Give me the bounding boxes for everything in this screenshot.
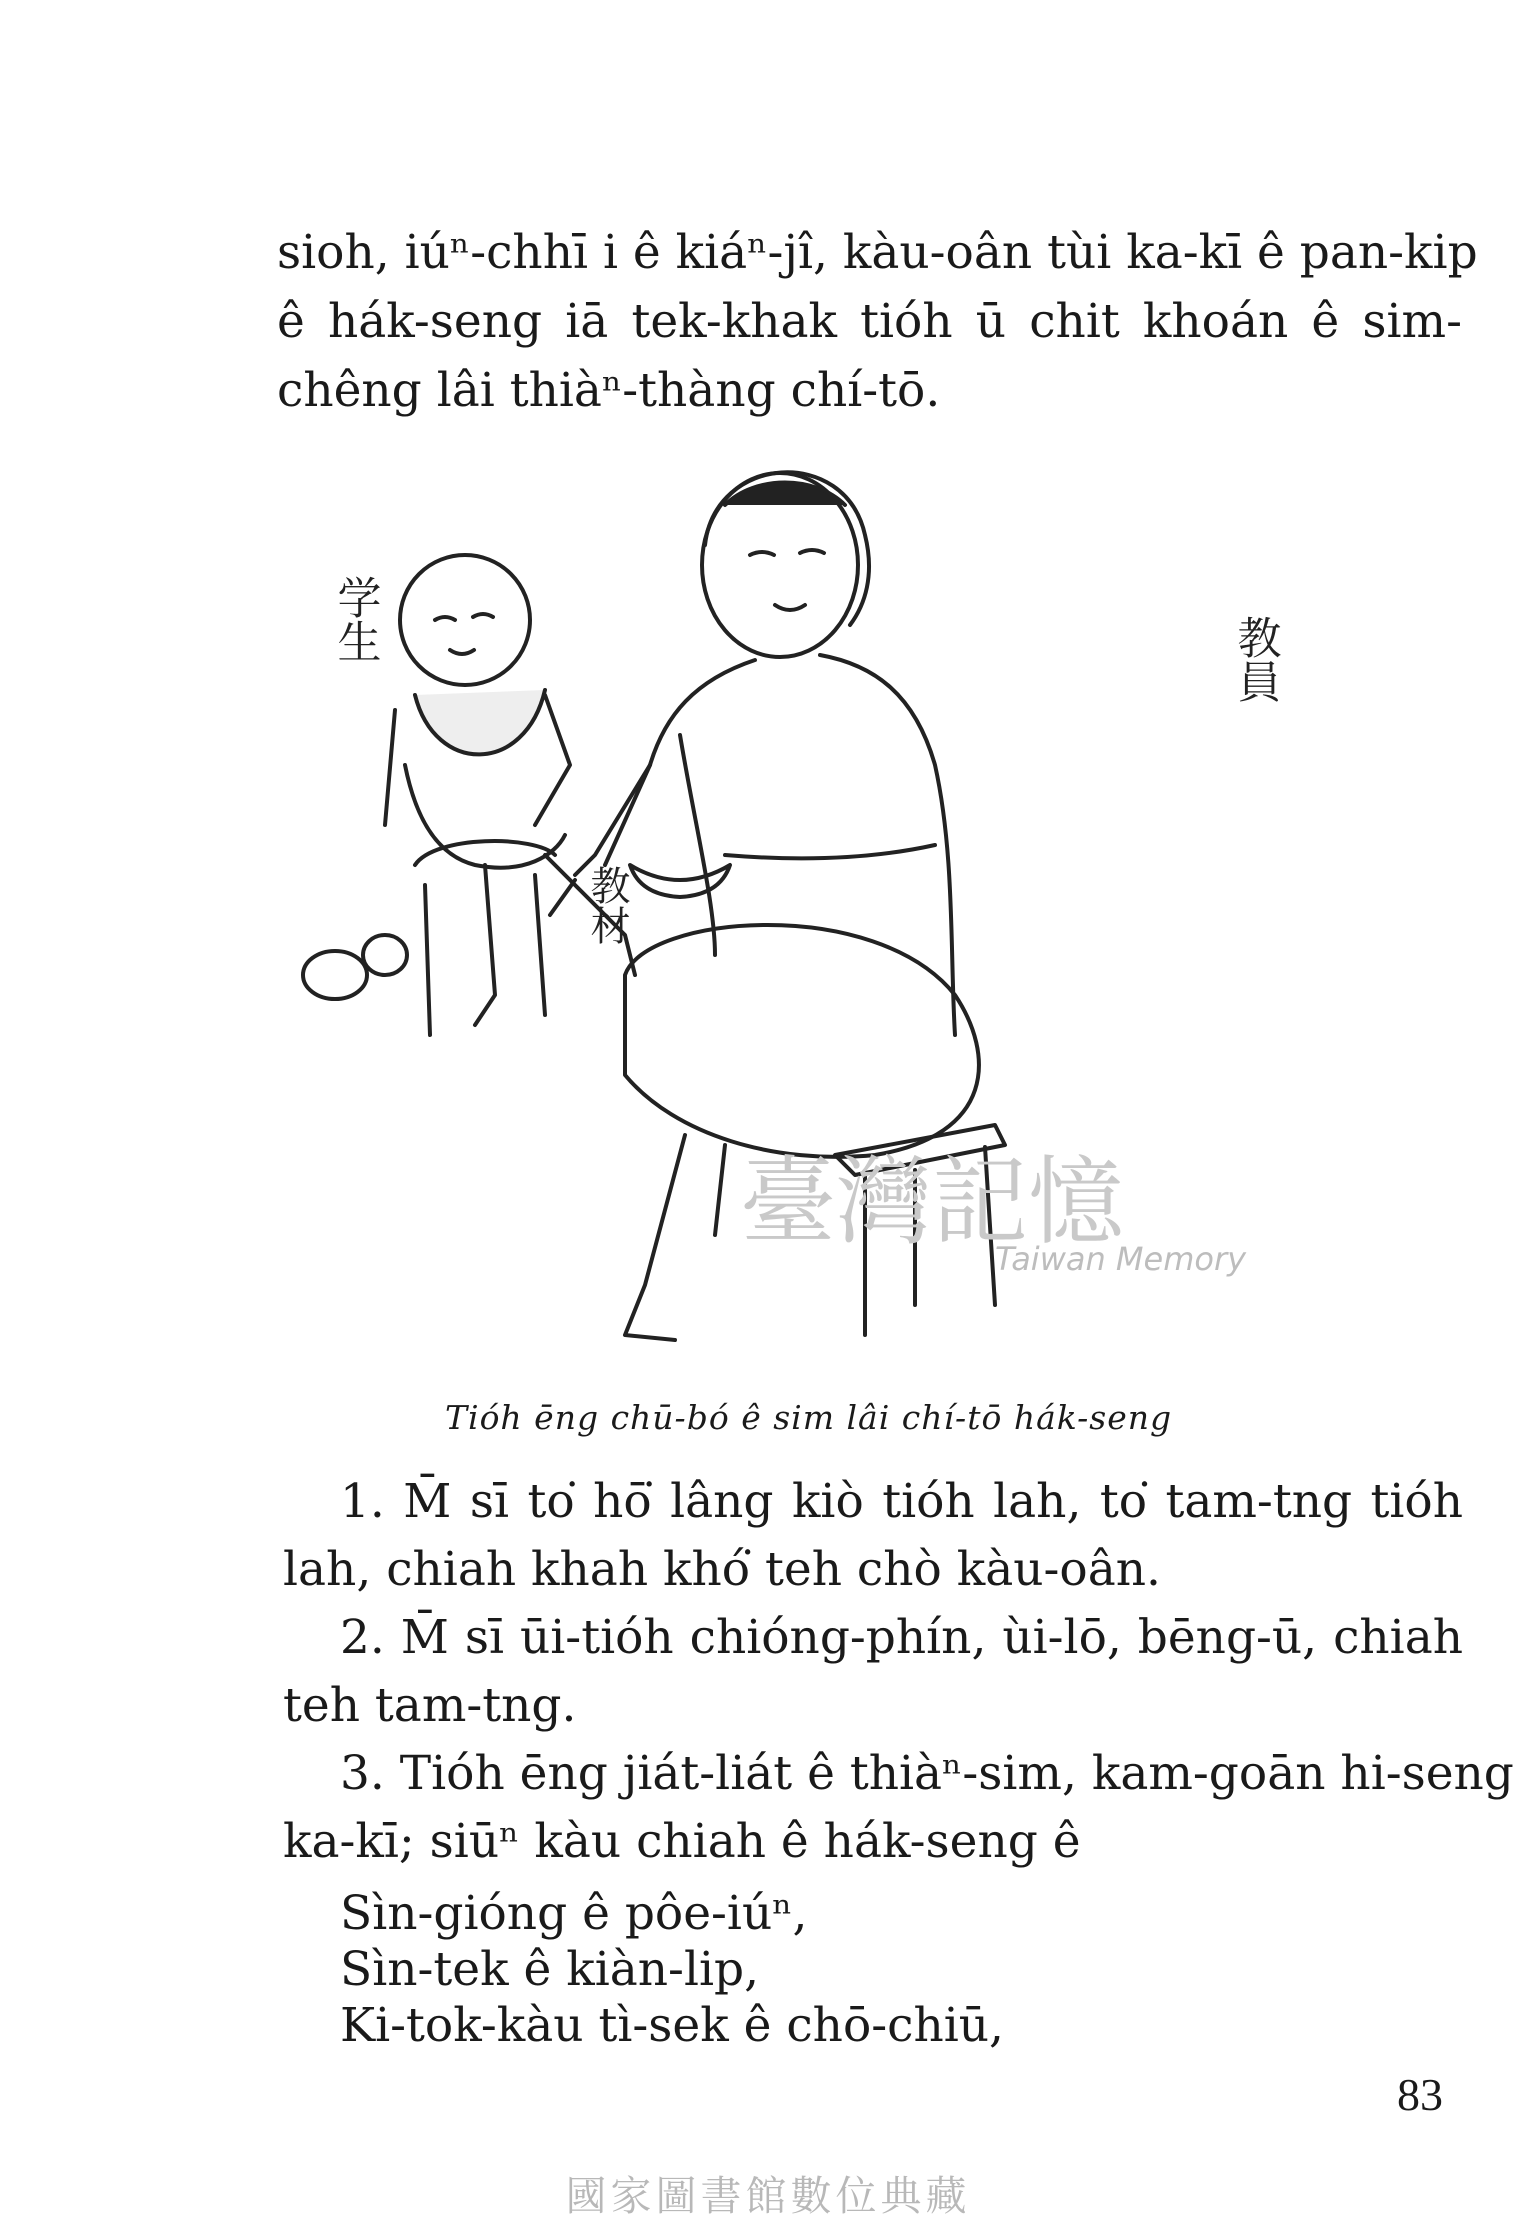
verse-line: Ki-tok-kàu tì-sek ê chō-chiū, (340, 1998, 1004, 2053)
intro-line: sioh, iúⁿ-chhī i ê kiáⁿ-jî, kàu-oân tùi ka-kī ê pan-kip (277, 225, 1478, 280)
list-item (283, 1740, 1514, 1876)
watermark-logo: 臺灣記憶 (740, 1146, 1124, 1258)
watermark-logo-en: Taiwan Memory (995, 1240, 1247, 1278)
verse-block (340, 1886, 1004, 2054)
intro-line: ê hák-seng iā tek-khak tióh ū chit khoán ê sim- (277, 294, 1462, 349)
intro-line: chêng lâi thiàⁿ-thàng chí-tō. (277, 363, 941, 418)
list-item-line: 3. Tióh ēng jiát-liát ê thiàⁿ-sim, kam-goān hi-seng (340, 1746, 1514, 1801)
list-item-line: 2. M̄ sī ūi-tióh chióng-phín, ùi-lō, bēng-ū, chiah (340, 1610, 1463, 1665)
figure-caption: Tióh ēng chū-bó ê sim lâi chí-tō hák-seng (445, 1398, 1173, 1437)
list-item (283, 1468, 1463, 1604)
label-student: 学生 (329, 575, 381, 663)
list-item-line: 1. M̄ sī to͘ hō͘ lâng kiò tióh lah, to͘ tam-tng tióh (340, 1474, 1463, 1529)
footer-watermark: 國家圖書館數位典藏 (565, 2172, 971, 2220)
list-item-line: lah, chiah khah khó͘ teh chò kàu-oân. (283, 1542, 1161, 1597)
label-teacher: 教員 (1229, 615, 1281, 703)
page-number: 83 (1397, 2069, 1443, 2120)
illustration-teacher-student (329, 435, 1295, 1370)
verse-line: Sìn-gióng ê pôe-iúⁿ, (340, 1886, 808, 1941)
list-item (283, 1604, 1463, 1740)
list-item-line: teh tam-tng. (283, 1678, 577, 1733)
verse-line: Sìn-tek ê kiàn-lip, (340, 1942, 760, 1997)
list-item-line: ka-kī; siūⁿ kàu chiah ê hák-seng ê (283, 1814, 1081, 1869)
intro-paragraph (277, 218, 1478, 425)
numbered-list (283, 1468, 1514, 1876)
label-material: 教材 (584, 865, 630, 945)
